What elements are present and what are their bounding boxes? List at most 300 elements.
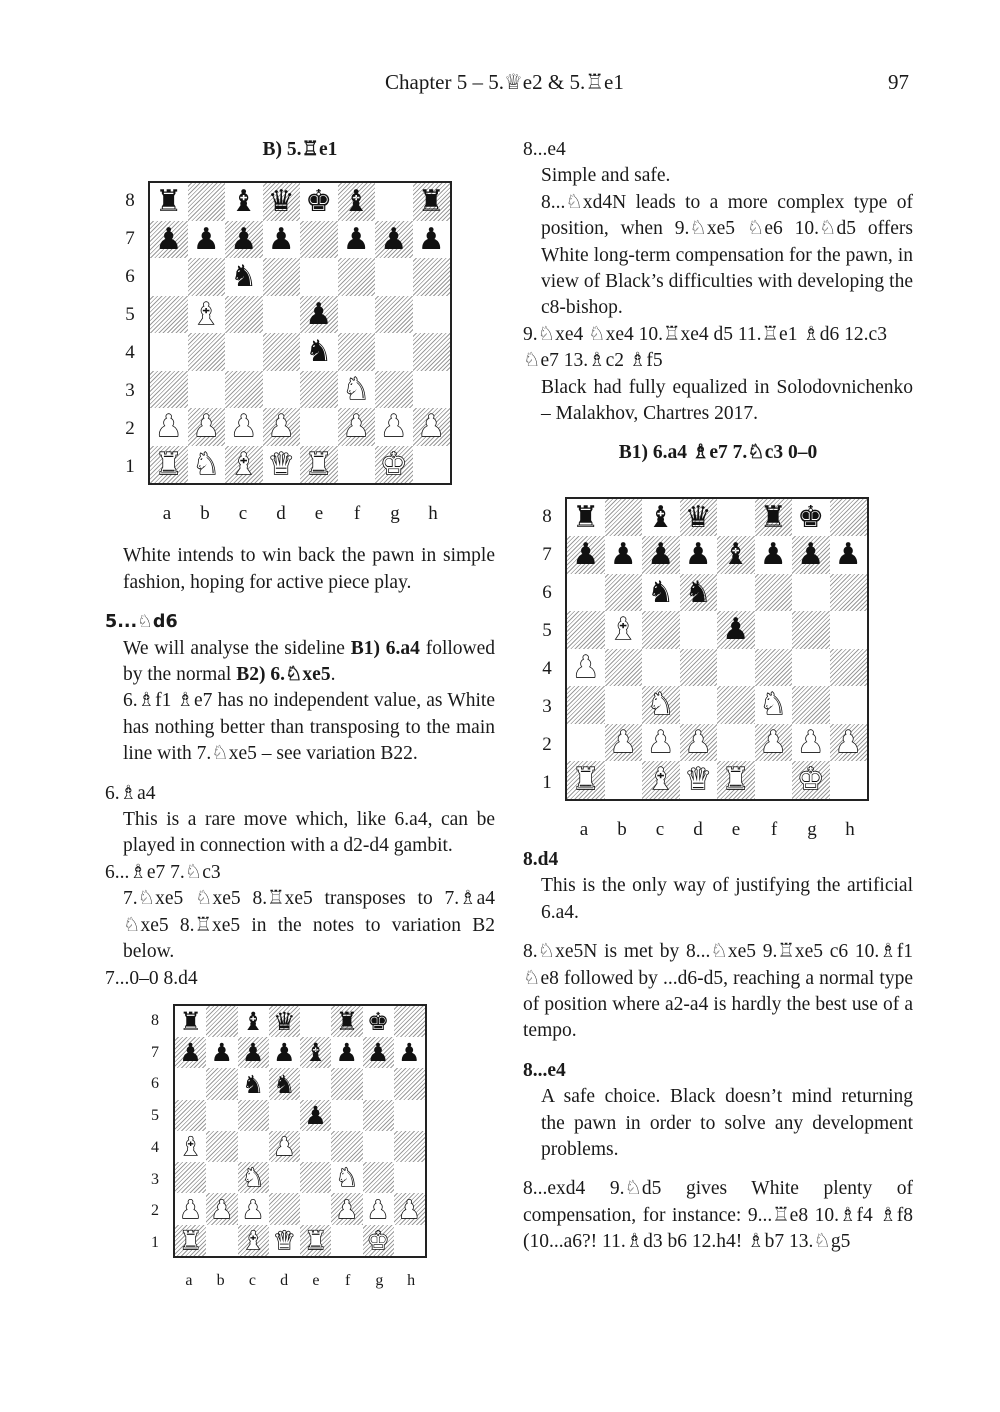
white-knight-icon: ♞ <box>192 446 220 482</box>
black-king-icon: ♚ <box>797 499 825 535</box>
white-pawn-icon: ♟ <box>366 1194 390 1224</box>
black-pawn-icon: ♟ <box>342 221 370 257</box>
variation-link-b2: B2) 6.♘xe5 <box>236 664 331 686</box>
white-bishop-icon: ♝ <box>192 296 220 332</box>
square-h1 <box>394 1225 425 1256</box>
rank-label: 8 <box>151 1011 159 1029</box>
black-bishop-icon: ♝ <box>647 499 675 535</box>
square-d2 <box>269 1193 300 1224</box>
square-g5 <box>375 296 413 334</box>
rank-label: 7 <box>125 228 135 250</box>
square-f4 <box>338 333 376 371</box>
square-c6 <box>238 1068 269 1099</box>
black-queen-icon: ♛ <box>684 499 712 535</box>
black-pawn-icon: ♟ <box>417 221 445 257</box>
paragraph: A safe choice. Black doesn’t mind returning the pawn in order to solve any development problems. <box>541 1086 913 1160</box>
square-h4 <box>394 1131 425 1162</box>
white-bishop-icon: ♝ <box>647 762 675 798</box>
white-queen-icon: ♛ <box>267 446 295 482</box>
square-g5 <box>792 611 830 649</box>
square-c1 <box>225 446 263 484</box>
square-d4 <box>263 333 301 371</box>
move-heading <box>105 609 495 635</box>
square-b5 <box>206 1100 237 1131</box>
square-g2 <box>363 1193 394 1224</box>
move-line: 9.♘xe4 ♘xe4 10.♖xe4 d5 11.♖e1 ♗d6 12.c3 ♘e7 13.♗c2 ♗f5 <box>523 323 887 372</box>
square-a1 <box>150 446 188 484</box>
rank-label: 3 <box>151 1170 159 1188</box>
square-a8 <box>567 499 605 537</box>
square-a5 <box>150 296 188 334</box>
white-pawn-icon: ♟ <box>759 724 787 760</box>
square-h8 <box>830 499 868 537</box>
square-b6 <box>605 574 643 612</box>
white-bishop-icon: ♝ <box>179 1132 202 1162</box>
rank-label: 3 <box>125 380 135 402</box>
paragraph: 8.♘xe5N is met by 8...♘xe5 9.♖xe5 c6 10.♗f1 ♘e8 followed by ...d6-d5, reaching a normal type of position where a2-a4 is hardly the best use of a tempo. <box>523 941 913 1042</box>
square-c5 <box>225 296 263 334</box>
black-pawn-icon: ♟ <box>366 1038 390 1068</box>
square-e4 <box>717 649 755 687</box>
square-e3 <box>300 1162 331 1193</box>
rank-label: 6 <box>542 581 552 603</box>
square-h2 <box>830 724 868 762</box>
black-pawn-icon: ♟ <box>273 1038 296 1068</box>
paragraph: 8...exd4 9.♘d5 gives White plenty of compensation, for instance: 9...♖e8 10.♗f4 ♗f8 (10...a6?! 11.♗d3 b6 12.h4! ♗b7 13.♘g5 <box>523 1178 913 1253</box>
square-f5 <box>338 296 376 334</box>
white-knight-icon: ♞ <box>759 687 787 723</box>
square-a3 <box>150 371 188 409</box>
black-pawn-icon: ♟ <box>572 537 600 573</box>
rank-label: 5 <box>542 619 552 641</box>
square-c3 <box>642 686 680 724</box>
black-rook-icon: ♜ <box>179 1007 202 1037</box>
square-a1 <box>567 761 605 799</box>
square-d3 <box>680 686 718 724</box>
square-e7 <box>300 221 338 259</box>
square-e3 <box>300 371 338 409</box>
square-c4 <box>642 649 680 687</box>
black-pawn-icon: ♟ <box>722 612 750 648</box>
white-rook-icon: ♜ <box>155 446 183 482</box>
rank-label: 7 <box>151 1043 159 1061</box>
white-pawn-icon: ♟ <box>210 1194 234 1224</box>
square-c3 <box>238 1162 269 1193</box>
square-h4 <box>413 333 451 371</box>
rank-label: 6 <box>125 266 135 288</box>
square-c1 <box>642 761 680 799</box>
white-pawn-icon: ♟ <box>684 724 712 760</box>
square-c7 <box>238 1037 269 1068</box>
rank-label: 5 <box>151 1107 159 1125</box>
square-e1 <box>717 761 755 799</box>
square-e4 <box>300 333 338 371</box>
square-a6 <box>567 574 605 612</box>
square-b7 <box>605 536 643 574</box>
rank-label: 4 <box>151 1138 159 1156</box>
black-king-icon: ♚ <box>305 184 333 220</box>
white-pawn-icon: ♟ <box>417 409 445 445</box>
square-e7 <box>300 1037 331 1068</box>
square-d7 <box>263 221 301 259</box>
board-2-wrap <box>523 467 913 847</box>
square-c6 <box>642 574 680 612</box>
square-f5 <box>755 611 793 649</box>
square-b3 <box>188 371 226 409</box>
right-column <box>523 137 913 1256</box>
square-c8 <box>238 1006 269 1037</box>
move-line: 6...♗e7 7.♘c3 <box>105 861 221 883</box>
square-a2 <box>175 1193 206 1224</box>
square-h7 <box>394 1037 425 1068</box>
square-d1 <box>269 1225 300 1256</box>
rank-label: 1 <box>542 771 552 793</box>
square-e5 <box>300 296 338 334</box>
black-pawn-icon: ♟ <box>155 221 183 257</box>
square-d5 <box>269 1100 300 1131</box>
square-c5 <box>238 1100 269 1131</box>
rank-label: 3 <box>542 695 552 717</box>
square-a7 <box>175 1037 206 1068</box>
black-queen-icon: ♛ <box>273 1007 296 1037</box>
square-d1 <box>263 446 301 484</box>
square-f2 <box>755 724 793 762</box>
file-label: d <box>276 503 286 525</box>
file-label: f <box>770 818 778 840</box>
square-b7 <box>206 1037 237 1068</box>
white-knight-icon: ♞ <box>335 1163 359 1193</box>
square-h1 <box>413 446 451 484</box>
square-a6 <box>175 1068 206 1099</box>
rank-label: 5 <box>125 304 135 326</box>
page-number: 97 <box>888 70 909 94</box>
square-d2 <box>680 724 718 762</box>
white-knight-icon: ♞ <box>342 371 370 407</box>
white-knight-icon: ♞ <box>241 1163 265 1193</box>
square-e2 <box>300 408 338 446</box>
file-label: h <box>407 1271 416 1289</box>
square-b7 <box>188 221 226 259</box>
square-d5 <box>680 611 718 649</box>
square-c8 <box>642 499 680 537</box>
paragraph: 7.♘xe5 ♘xe5 8.♖xe5 transposes to 7.♗a4 ♘xe5 8.♖xe5 in the notes to variation B2 below. <box>123 888 495 963</box>
paragraph: 8...♘xd4N leads to a more complex type of position, when 9.♘xe5 ♘e6 10.♘d5 offers White long-term compensation for the pawn, in view of Black’s difficulties with developing the c8-bishop. <box>541 191 913 319</box>
square-b5 <box>188 296 226 334</box>
section-title-b: B) 5.♖e1 <box>262 139 338 160</box>
black-pawn-icon: ♟ <box>834 537 862 573</box>
black-pawn-icon: ♟ <box>647 537 675 573</box>
move-heading: 8.d4 <box>523 848 559 870</box>
black-knight-icon: ♞ <box>684 574 712 610</box>
square-d8 <box>269 1006 300 1037</box>
square-h3 <box>413 371 451 409</box>
black-queen-icon: ♛ <box>267 184 295 220</box>
square-e4 <box>300 1131 331 1162</box>
square-e2 <box>717 724 755 762</box>
square-b8 <box>206 1006 237 1037</box>
section-title-b1: B1) 6.a4 ♗e7 7.♘c3 0–0 <box>618 442 818 464</box>
white-bishop-icon: ♝ <box>609 612 637 648</box>
white-rook-icon: ♜ <box>722 762 750 798</box>
black-rook-icon: ♜ <box>759 499 787 535</box>
move-line: 8...e4 <box>523 139 566 160</box>
square-f8 <box>755 499 793 537</box>
square-h5 <box>830 611 868 649</box>
square-c4 <box>238 1131 269 1162</box>
square-a8 <box>175 1006 206 1037</box>
square-h3 <box>830 686 868 724</box>
square-c8 <box>225 183 263 221</box>
square-d3 <box>269 1162 300 1193</box>
square-e8 <box>300 1006 331 1037</box>
file-label: g <box>807 818 817 840</box>
board-2 <box>565 497 869 801</box>
file-label: d <box>693 818 703 840</box>
board-1 <box>148 181 452 485</box>
black-pawn-icon: ♟ <box>759 537 787 573</box>
square-b1 <box>206 1225 237 1256</box>
square-g3 <box>363 1162 394 1193</box>
white-pawn-icon: ♟ <box>179 1194 202 1224</box>
move-text: 5...♘d6 <box>105 612 178 633</box>
black-pawn-icon: ♟ <box>305 296 333 332</box>
black-knight-icon: ♞ <box>273 1069 296 1099</box>
square-d5 <box>263 296 301 334</box>
square-b1 <box>188 446 226 484</box>
white-bishop-icon: ♝ <box>230 446 258 482</box>
square-h3 <box>394 1162 425 1193</box>
square-b4 <box>605 649 643 687</box>
file-label: a <box>162 503 172 525</box>
square-h2 <box>394 1193 425 1224</box>
white-pawn-icon: ♟ <box>572 649 600 685</box>
black-rook-icon: ♜ <box>155 184 183 220</box>
rank-label: 6 <box>151 1075 159 1093</box>
square-f6 <box>755 574 793 612</box>
white-rook-icon: ♜ <box>304 1225 327 1255</box>
square-e6 <box>717 574 755 612</box>
black-bishop-icon: ♝ <box>722 537 750 573</box>
square-b1 <box>605 761 643 799</box>
file-label: h <box>845 818 855 840</box>
square-f1 <box>331 1225 362 1256</box>
white-pawn-icon: ♟ <box>342 409 370 445</box>
square-b6 <box>206 1068 237 1099</box>
black-knight-icon: ♞ <box>241 1069 265 1099</box>
file-label: c <box>655 818 665 840</box>
file-label: g <box>375 1271 384 1289</box>
rank-label: 8 <box>542 505 552 527</box>
square-g7 <box>363 1037 394 1068</box>
square-d6 <box>680 574 718 612</box>
paragraph: This is the only way of justifying the artificial 6.a4. <box>541 875 913 923</box>
square-b2 <box>605 724 643 762</box>
square-g2 <box>375 408 413 446</box>
square-a6 <box>150 258 188 296</box>
square-c3 <box>225 371 263 409</box>
square-h7 <box>830 536 868 574</box>
square-a5 <box>567 611 605 649</box>
square-g3 <box>375 371 413 409</box>
square-g6 <box>375 258 413 296</box>
square-g2 <box>792 724 830 762</box>
board-1-wrap <box>105 163 495 543</box>
black-pawn-icon: ♟ <box>398 1038 421 1068</box>
square-h5 <box>413 296 451 334</box>
square-e5 <box>717 611 755 649</box>
square-h6 <box>394 1068 425 1099</box>
square-g1 <box>363 1225 394 1256</box>
square-h6 <box>413 258 451 296</box>
square-f7 <box>331 1037 362 1068</box>
move-heading: 8...e4 <box>523 1059 566 1081</box>
square-f5 <box>331 1100 362 1131</box>
white-pawn-icon: ♟ <box>241 1194 265 1224</box>
square-g1 <box>375 446 413 484</box>
square-f2 <box>338 408 376 446</box>
square-e2 <box>300 1193 331 1224</box>
rank-label: 2 <box>542 733 552 755</box>
square-b5 <box>605 611 643 649</box>
square-g3 <box>792 686 830 724</box>
square-c2 <box>642 724 680 762</box>
square-b4 <box>188 333 226 371</box>
file-label: a <box>579 818 589 840</box>
square-g6 <box>792 574 830 612</box>
square-h7 <box>413 221 451 259</box>
paragraph: 6.♗f1 ♗e7 has no independent value, as White has nothing better than transposing to the main line with 7.♘xe5 – see variation B22. <box>123 690 495 765</box>
square-g4 <box>363 1131 394 1162</box>
black-knight-icon: ♞ <box>230 259 258 295</box>
square-g1 <box>792 761 830 799</box>
white-pawn-icon: ♟ <box>797 724 825 760</box>
square-g4 <box>792 649 830 687</box>
white-pawn-icon: ♟ <box>398 1194 421 1224</box>
square-c6 <box>225 258 263 296</box>
square-b4 <box>206 1131 237 1162</box>
square-b3 <box>206 1162 237 1193</box>
square-b8 <box>605 499 643 537</box>
chapter-title: Chapter 5 – 5.♕e2 & 5.♖e1 <box>385 70 624 94</box>
black-bishop-icon: ♝ <box>241 1007 265 1037</box>
square-g8 <box>375 183 413 221</box>
square-g4 <box>375 333 413 371</box>
rank-label: 1 <box>151 1234 159 1252</box>
black-pawn-icon: ♟ <box>267 221 295 257</box>
file-label: b <box>216 1271 225 1289</box>
white-pawn-icon: ♟ <box>380 409 408 445</box>
white-rook-icon: ♜ <box>179 1225 202 1255</box>
file-label: f <box>344 1271 351 1289</box>
square-h5 <box>394 1100 425 1131</box>
square-e1 <box>300 1225 331 1256</box>
white-rook-icon: ♜ <box>305 446 333 482</box>
square-a7 <box>567 536 605 574</box>
square-f1 <box>755 761 793 799</box>
move-line: 6.♗a4 <box>105 782 156 804</box>
board-3 <box>173 1004 427 1258</box>
square-f6 <box>338 258 376 296</box>
square-c7 <box>642 536 680 574</box>
square-a2 <box>567 724 605 762</box>
square-f8 <box>338 183 376 221</box>
square-a3 <box>567 686 605 724</box>
square-f2 <box>331 1193 362 1224</box>
square-d8 <box>263 183 301 221</box>
black-bishop-icon: ♝ <box>230 184 258 220</box>
square-a4 <box>567 649 605 687</box>
file-label: e <box>314 503 324 525</box>
square-h1 <box>830 761 868 799</box>
square-d1 <box>680 761 718 799</box>
file-label: d <box>280 1271 289 1289</box>
square-c4 <box>225 333 263 371</box>
black-pawn-icon: ♟ <box>304 1100 327 1130</box>
square-f8 <box>331 1006 362 1037</box>
rank-label: 4 <box>125 342 135 364</box>
square-h4 <box>830 649 868 687</box>
square-g5 <box>363 1100 394 1131</box>
rank-label: 8 <box>125 190 135 212</box>
paragraph: White intends to win back the pawn in simple fashion, hoping for active piece play. <box>123 545 495 593</box>
white-pawn-icon: ♟ <box>647 724 675 760</box>
square-c7 <box>225 221 263 259</box>
square-e1 <box>300 446 338 484</box>
white-rook-icon: ♜ <box>572 762 600 798</box>
square-b8 <box>188 183 226 221</box>
white-king-icon: ♚ <box>366 1225 390 1255</box>
square-d7 <box>269 1037 300 1068</box>
square-a4 <box>150 333 188 371</box>
square-b2 <box>188 408 226 446</box>
black-king-icon: ♚ <box>366 1007 390 1037</box>
square-b2 <box>206 1193 237 1224</box>
square-a4 <box>175 1131 206 1162</box>
square-d4 <box>269 1131 300 1162</box>
black-knight-icon: ♞ <box>305 334 333 370</box>
square-f7 <box>755 536 793 574</box>
square-d8 <box>680 499 718 537</box>
paragraph: We will analyse the sideline B1) 6.a4 followed by the normal B2) 6.♘xe5. <box>123 637 496 686</box>
square-f3 <box>338 371 376 409</box>
square-c1 <box>238 1225 269 1256</box>
square-d4 <box>680 649 718 687</box>
square-e6 <box>300 258 338 296</box>
black-pawn-icon: ♟ <box>335 1038 359 1068</box>
paragraph: Black had fully equalized in Solodovnichenko – Malakhov, Chartres 2017. <box>541 376 913 425</box>
white-pawn-icon: ♟ <box>155 409 183 445</box>
rank-label: 4 <box>542 657 552 679</box>
white-queen-icon: ♛ <box>684 762 712 798</box>
square-e8 <box>300 183 338 221</box>
white-bishop-icon: ♝ <box>241 1225 265 1255</box>
white-pawn-icon: ♟ <box>267 409 295 445</box>
file-label: e <box>312 1271 320 1289</box>
black-pawn-icon: ♟ <box>210 1038 234 1068</box>
square-h8 <box>413 183 451 221</box>
square-f4 <box>755 649 793 687</box>
square-f1 <box>338 446 376 484</box>
white-king-icon: ♚ <box>380 446 408 482</box>
rank-label: 7 <box>542 543 552 565</box>
black-rook-icon: ♜ <box>335 1007 359 1037</box>
rank-label: 1 <box>125 456 135 478</box>
board-3-wrap <box>105 992 495 1289</box>
file-label: g <box>390 503 400 525</box>
square-a8 <box>150 183 188 221</box>
square-d6 <box>263 258 301 296</box>
square-c2 <box>238 1193 269 1224</box>
